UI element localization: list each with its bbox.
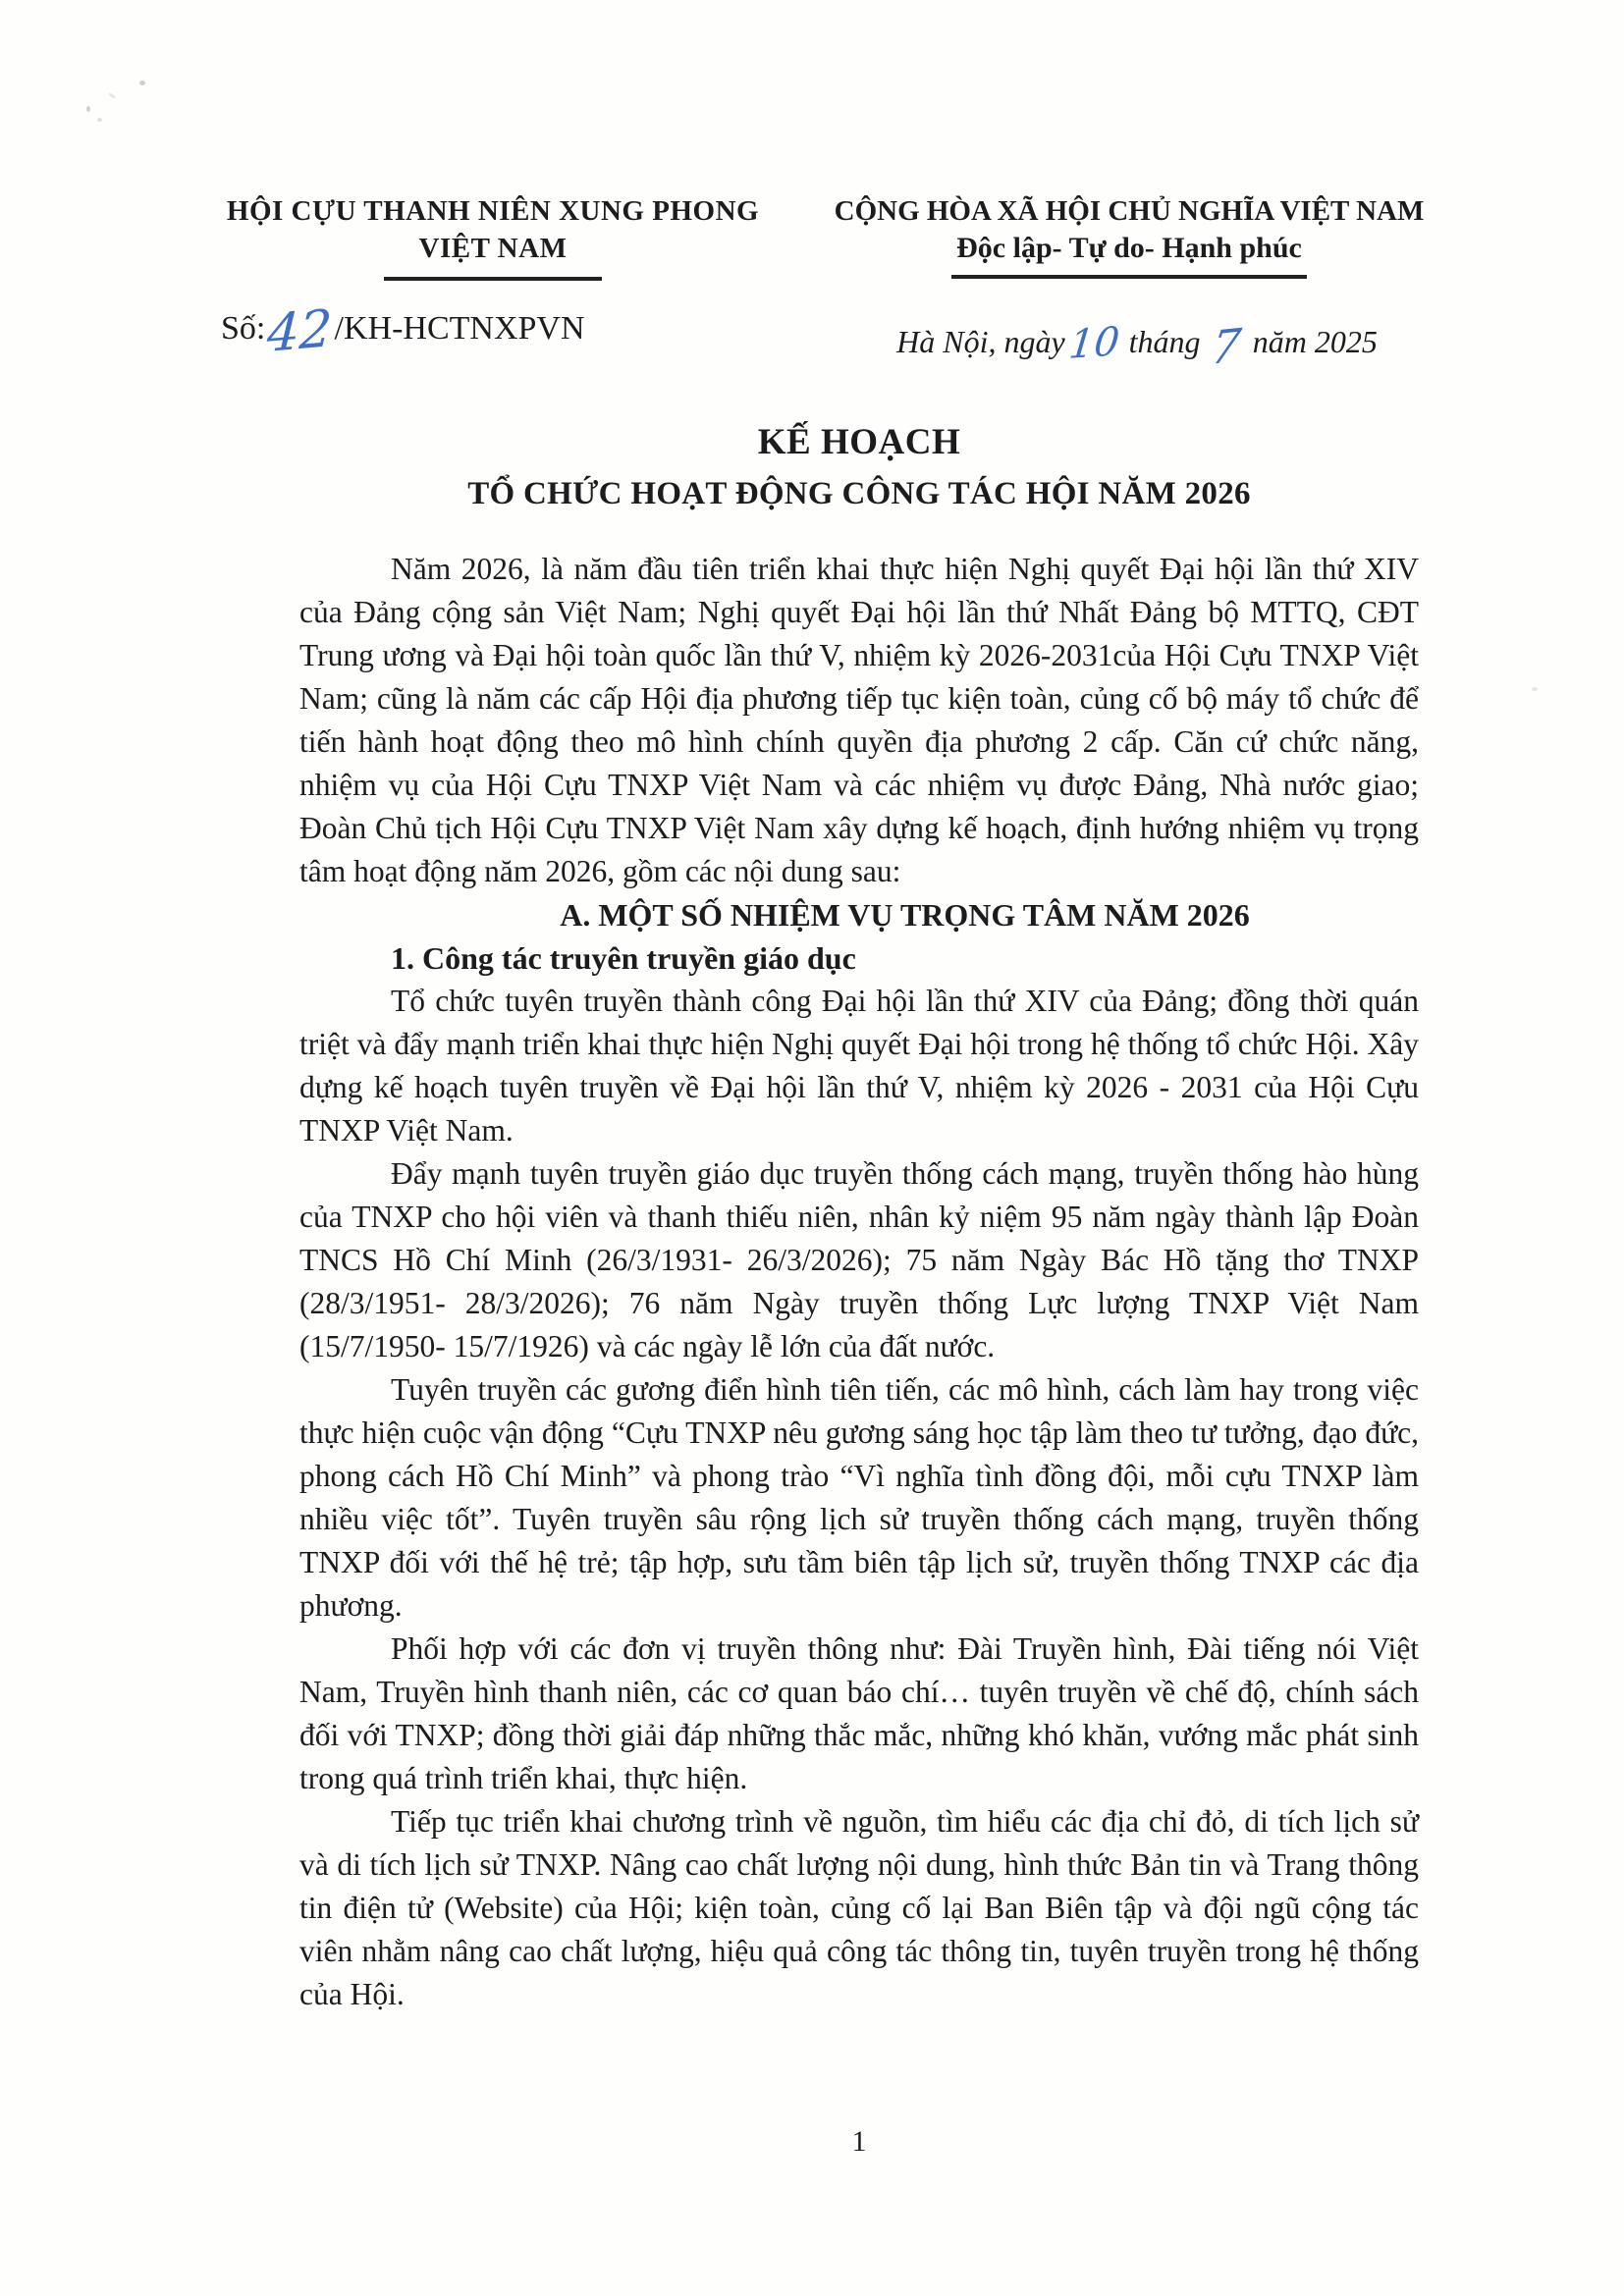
issuing-org-line1: HỘI CỰU THANH NIÊN XUNG PHONG	[226, 195, 760, 227]
doc-number-suffix: /KH-HCTNXPVN	[334, 310, 585, 347]
scan-speck	[108, 92, 116, 99]
body-paragraph: Phối hợp với các đơn vị truyền thông như: Đài Truyền hình, Đài tiếng nói Việt Nam, Truyền hình thanh niên, các cơ quan báo chí… tuyên truyền về chế độ, chính sách đối với TNXP; đồng thời giải đáp những thắc mắc, những khó khăn, vướng mắc phát sinh trong quá trình triển khai, thực hiện.	[299, 1631, 1419, 1795]
page-number: 1	[851, 2125, 867, 2158]
document-title-block	[299, 420, 1419, 516]
date-part1: Hà Nội, ngày	[896, 324, 1065, 359]
intro-paragraph: Năm 2026, là năm đầu tiên triển khai thực hiện Nghị quyết Đại hội lần thứ XIV của Đảng cộng sản Việt Nam; Nghị quyết Đại hội lần thứ Nhất Đảng bộ MTTQ, CĐT Trung ương và Đại hội toàn quốc lần thứ V, nhiệm kỳ 2026-2031của Hội Cựu TNXP Việt Nam; cũng là năm các cấp Hội địa phương tiếp tục kiện toàn, củng cố bộ máy tổ chức để tiến hành hoạt động theo mô hình chính quyền địa phương 2 cấp. Căn cứ chức năng, nhiệm vụ của Hội Cựu TNXP Việt Nam và các nhiệm vụ được Đảng, Nhà nước giao; Đoàn Chủ tịch Hội Cựu TNXP Việt Nam xây dựng kế hoạch, định hướng nhiệm vụ trọng tâm hoạt động năm 2026, gồm các nội dung sau:	[299, 552, 1419, 888]
doc-number-prefix: Số:	[221, 310, 266, 347]
org-underline-rule	[384, 277, 602, 281]
date-part3: năm 2025	[1252, 324, 1378, 359]
place-date-line	[842, 317, 1432, 376]
body-paragraph: Đẩy mạnh tuyên truyền giáo dục truyền thống cách mạng, truyền thống hào hùng của TNXP cho hội viên và thanh thiếu niên, nhân kỷ niệm 95 năm ngày thành lập Đoàn TNCS Hồ Chí Minh (26/3/1931- 26/3/2026); 75 năm Ngày Bác Hồ tặng thơ TNXP (28/3/1951- 28/3/2026); 76 năm Ngày truyền thống Lực lượng TNXP Việt Nam (15/7/1950- 15/7/1926) và các ngày lễ lớn của đất nước.	[299, 1156, 1419, 1363]
document-title: KẾ HOẠCH	[757, 422, 961, 462]
scan-speck	[139, 80, 145, 85]
body-paragraph: Tuyên truyền các gương điển hình tiên tiến, các mô hình, cách làm hay trong việc thực hiện cuộc vận động “Cựu TNXP nêu gương sáng học tập làm theo tư tưởng, đạo đức, phong cách Hồ Chí Minh” và phong trào “Vì nghĩa tình đồng đội, mỗi cựu TNXP làm nhiều việc tốt”. Tuyên truyền sâu rộng lịch sử truyền thống cách mạng, truyền thống TNXP đối với thế hệ trẻ; tập hợp, sưu tầm biên tập lịch sử, truyền thống TNXP các địa phương.	[299, 1372, 1419, 1623]
issuing-org-block	[212, 192, 774, 281]
document-number-line	[221, 298, 585, 365]
motto-underline-rule	[951, 275, 1307, 279]
national-header-block	[809, 192, 1449, 279]
national-motto: Độc lập- Tự do- Hạnh phúc	[956, 232, 1302, 264]
scan-speck	[86, 106, 90, 112]
section-a-heading: A. MỘT SỐ NHIỆM VỤ TRỌNG TÂM NĂM 2026	[560, 897, 1250, 933]
document-subtitle: TỔ CHỨC HOẠT ĐỘNG CÔNG TÁC HỘI NĂM 2026	[467, 476, 1251, 511]
section-1-heading: 1. Công tác truyên truyền giáo dục	[391, 940, 856, 976]
national-title: CỘNG HÒA XÃ HỘI CHỦ NGHĨA VIỆT NAM	[834, 195, 1425, 227]
scan-speck	[97, 118, 102, 122]
date-day-handwritten: 10	[1066, 318, 1121, 369]
issuing-org-line2: VIỆT NAM	[418, 233, 568, 264]
document-body	[299, 548, 1419, 2016]
body-paragraph: Tổ chức tuyên truyền thành công Đại hội lần thứ XIV của Đảng; đồng thời quán triệt và đẩy mạnh triển khai thực hiện Nghị quyết Đại hội trong hệ thống tổ chức Hội. Xây dựng kế hoạch tuyên truyền về Đại hội lần thứ V, nhiệm kỳ 2026 - 2031 của Hội Cựu TNXP Việt Nam.	[299, 984, 1419, 1148]
date-month-handwritten: 7	[1208, 317, 1245, 376]
doc-number-handwritten: 42	[265, 298, 334, 365]
scan-speck	[1532, 687, 1538, 691]
date-part2: tháng	[1128, 324, 1201, 359]
body-paragraph: Tiếp tục triển khai chương trình về nguồn, tìm hiểu các địa chỉ đỏ, di tích lịch sử và di tích lịch sử TNXP. Nâng cao chất lượng nội dung, hình thức Bản tin và Trang thông tin điện tử (Website) của Hội; kiện toàn, củng cố lại Ban Biên tập và đội ngũ cộng tác viên nhằm nâng cao chất lượng, hiệu quả công tác thông tin, tuyên truyền trong hệ thống của Hội.	[299, 1804, 1419, 2011]
